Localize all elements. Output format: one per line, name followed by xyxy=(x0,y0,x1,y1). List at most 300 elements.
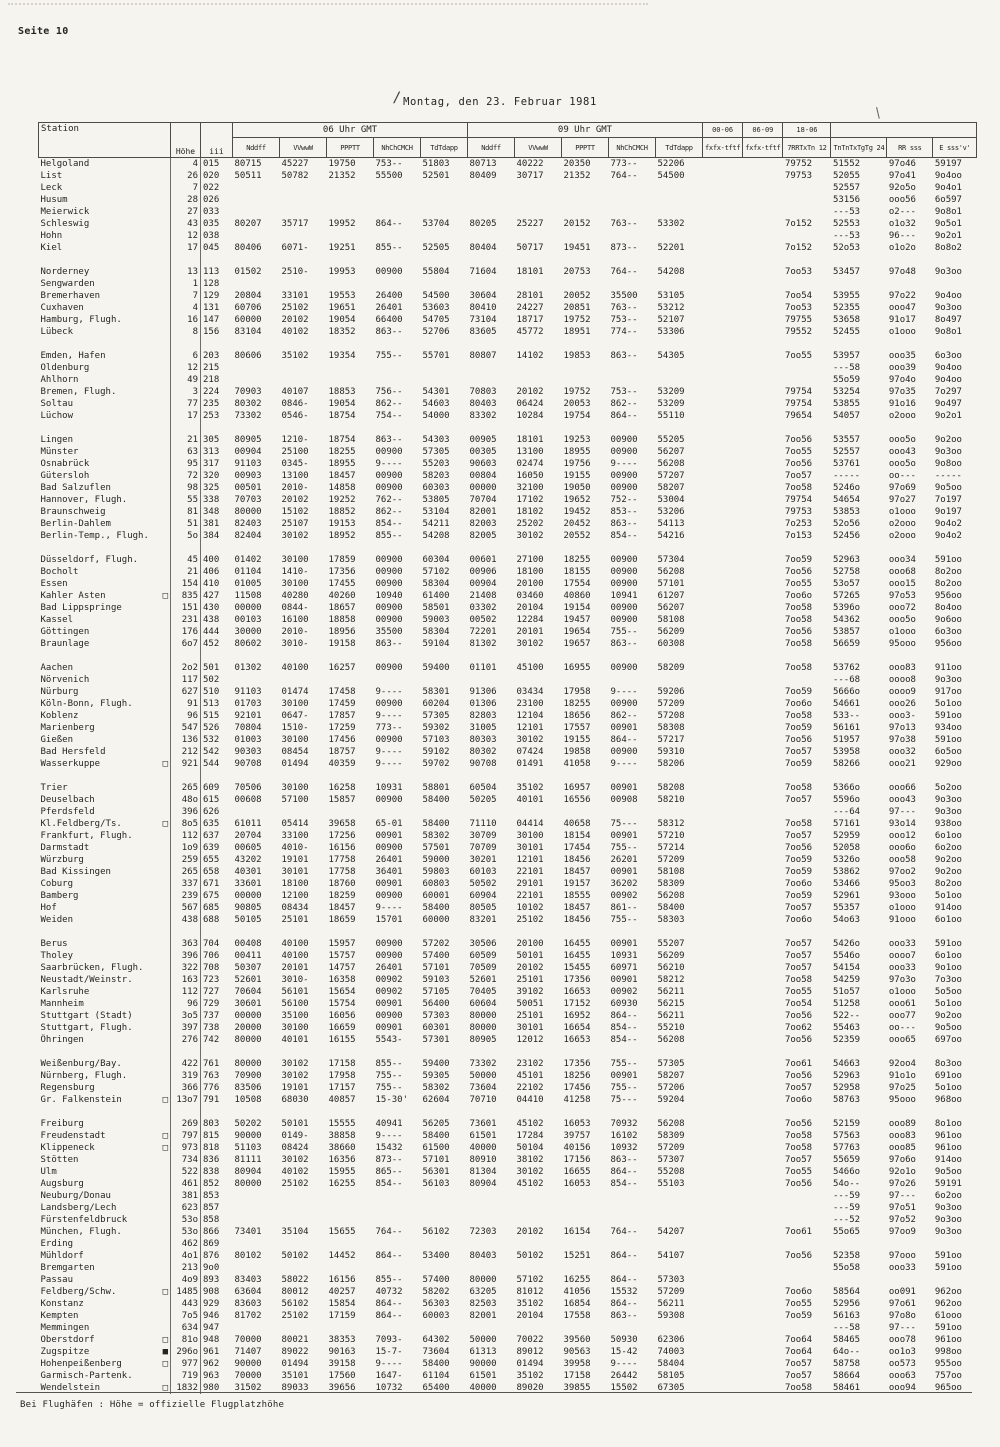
station-name: Hamburg, Flugh. xyxy=(40,315,122,325)
obs-09-0: 80205 xyxy=(469,219,497,229)
obs-09-1: 23102 xyxy=(516,1059,544,1069)
station-name: Mannheim xyxy=(40,999,84,1009)
summary-3: 591oo xyxy=(934,1323,962,1333)
station-row xyxy=(39,866,977,878)
obs-06-3: 00902 xyxy=(375,987,403,997)
gust-00-06 xyxy=(703,290,743,302)
station-row xyxy=(39,1094,977,1106)
summary-0 xyxy=(783,278,831,290)
obs-06-2: 19252 xyxy=(328,495,356,505)
station-name: Neustadt/Weinstr. xyxy=(40,975,133,985)
obs-09-3: 00908 xyxy=(610,795,638,805)
summary-1: 52963 xyxy=(832,1071,861,1081)
summary-3: 9o497 xyxy=(934,399,962,409)
summary-0 xyxy=(783,1262,831,1274)
obs-09-1: 38102 xyxy=(516,1155,544,1165)
obs-09-0: 70405 xyxy=(469,987,497,997)
gust-06-09 xyxy=(743,482,783,494)
obs-09-4 xyxy=(656,1190,703,1202)
summary-0: 7oo54 xyxy=(784,999,813,1009)
obs-06-0: 81111 xyxy=(234,1155,262,1165)
obs-09-0: 40000 xyxy=(469,1143,497,1153)
col-09-clouds: NhChCMCH xyxy=(609,138,656,158)
station-row xyxy=(39,350,977,362)
obs-09-3 xyxy=(609,374,656,386)
station-name: Kempten xyxy=(40,1311,79,1321)
obs-06-2 xyxy=(327,1322,374,1334)
gust-06-09 xyxy=(743,890,783,902)
obs-06-1 xyxy=(280,674,327,686)
obs-06-2: 90163 xyxy=(328,1347,356,1357)
gust-00-06 xyxy=(703,410,743,422)
station-marker xyxy=(157,1190,171,1202)
summary-2: 97o22 xyxy=(888,291,916,301)
summary-2: ooo58 xyxy=(888,855,916,865)
obs-09-3: 00900 xyxy=(610,447,638,457)
obs-09-2: 40860 xyxy=(563,591,591,601)
summary-3: 61ooo xyxy=(934,1311,962,1321)
obs-06-3: 9---- xyxy=(375,459,403,469)
footnote: Bei Flughäfen : Höhe = offizielle Flugplatzhöhe xyxy=(20,1400,285,1410)
obs-09-1: 24227 xyxy=(516,303,544,313)
obs-09-2: 18457 xyxy=(563,903,591,913)
obs-09-0: 00804 xyxy=(469,471,497,481)
obs-06-4 xyxy=(421,1322,468,1334)
station-number: 348 xyxy=(203,507,220,517)
summary-1: 54654 xyxy=(832,495,861,505)
obs-06-0 xyxy=(233,1190,280,1202)
obs-06-4: 57305 xyxy=(422,447,450,457)
obs-06-3: 764-- xyxy=(375,1227,403,1237)
hoehe-value: 6o7 xyxy=(171,638,201,650)
obs-09-3: 00900 xyxy=(610,699,638,709)
obs-09-0: 90708 xyxy=(469,759,497,769)
obs-06-1: 50782 xyxy=(281,171,309,181)
obs-06-0: 71407 xyxy=(234,1347,262,1357)
summary-2: o1ooo xyxy=(888,627,916,637)
obs-06-1: 20101 xyxy=(281,963,309,973)
summary-0 xyxy=(783,194,831,206)
obs-09-2: 19752 xyxy=(563,315,591,325)
obs-06-3: 873-- xyxy=(375,1155,403,1165)
station-marker xyxy=(157,362,171,374)
station-number: 045 xyxy=(203,243,220,253)
obs-06-0: 80606 xyxy=(234,351,262,361)
separator-cell xyxy=(201,1106,977,1118)
obs-09-0: 80000 xyxy=(469,1275,497,1285)
summary-2: o1ooo xyxy=(888,987,916,997)
obs-06-4: 61104 xyxy=(422,1371,450,1381)
summary-0: 7oo56 xyxy=(784,627,813,637)
station-name: Bamberg xyxy=(40,891,79,901)
obs-06-3: 15-30' xyxy=(375,1095,409,1105)
summary-0 xyxy=(783,1238,831,1250)
obs-09-3: 75--- xyxy=(610,1095,638,1105)
summary-2: 97--- xyxy=(888,1191,916,1201)
hoehe-value: 53o xyxy=(171,1226,201,1238)
obs-09-1: 30102 xyxy=(516,531,544,541)
hoehe-value: 363 xyxy=(171,938,201,950)
summary-1: 54o-- xyxy=(832,1179,861,1189)
obs-06-2: 17859 xyxy=(328,555,356,565)
obs-09-2: 17454 xyxy=(563,843,591,853)
summary-0: 7oo56 xyxy=(784,1179,813,1189)
station-name: Memmingen xyxy=(40,1323,90,1333)
obs-06-2: 18259 xyxy=(328,891,356,901)
obs-06-3: 5543- xyxy=(375,1035,403,1045)
station-marker: □ xyxy=(157,1130,171,1142)
summary-3: 6o5oo xyxy=(934,747,962,757)
obs-09-1 xyxy=(515,1238,562,1250)
summary-2: o2ooo xyxy=(888,411,916,421)
hoehe-value: 95 xyxy=(171,458,201,470)
obs-09-0: 40000 xyxy=(469,1383,497,1393)
obs-06-4: 55701 xyxy=(422,351,450,361)
summary-2: 93ooo xyxy=(888,891,916,901)
obs-09-0: 82001 xyxy=(469,507,497,517)
gust-00-06 xyxy=(703,1058,743,1070)
station-name: Kassel xyxy=(40,615,74,625)
obs-06-2: 40359 xyxy=(328,759,356,769)
summary-3: 9o4o2 xyxy=(934,519,962,529)
station-row xyxy=(39,602,977,614)
summary-1: 52956 xyxy=(832,1299,861,1309)
obs-09-4: 56208 xyxy=(657,567,685,577)
obs-09-3: 854-- xyxy=(610,531,638,541)
obs-06-0: 00904 xyxy=(234,447,262,457)
summary-2: 97o53 xyxy=(888,591,916,601)
obs-09-2 xyxy=(562,374,609,386)
separator-cell xyxy=(201,1046,977,1058)
obs-09-1: 18101 xyxy=(516,435,544,445)
station-number: 438 xyxy=(203,615,220,625)
obs-06-0: 01703 xyxy=(234,699,262,709)
obs-09-2: 20552 xyxy=(563,531,591,541)
obs-09-4: 56209 xyxy=(657,951,685,961)
gust-06-09 xyxy=(743,710,783,722)
obs-06-0: 20704 xyxy=(234,831,262,841)
obs-06-2: 18760 xyxy=(328,879,356,889)
station-marker xyxy=(157,518,171,530)
gust-00-06 xyxy=(703,686,743,698)
obs-06-0: 70903 xyxy=(234,387,262,397)
obs-06-3: 864-- xyxy=(375,219,403,229)
obs-09-2 xyxy=(562,1322,609,1334)
obs-09-4 xyxy=(656,278,703,290)
gust-06-09 xyxy=(743,458,783,470)
gust-00-06 xyxy=(703,1334,743,1346)
summary-2: ooo33 xyxy=(888,963,916,973)
station-marker xyxy=(157,218,171,230)
station-row xyxy=(39,278,977,290)
obs-09-4: 61207 xyxy=(657,591,685,601)
obs-09-1: 17102 xyxy=(516,495,544,505)
obs-06-3: 854-- xyxy=(375,1179,403,1189)
gust-06-09 xyxy=(743,1334,783,1346)
station-number: 129 xyxy=(203,291,220,301)
station-row xyxy=(39,614,977,626)
station-marker xyxy=(157,1070,171,1082)
obs-06-0: 90708 xyxy=(234,759,262,769)
obs-06-3: 864-- xyxy=(375,1299,403,1309)
obs-06-4: 57303 xyxy=(422,1011,450,1021)
obs-06-1: 1410- xyxy=(281,567,309,577)
obs-06-1: 40102 xyxy=(281,327,309,337)
obs-09-0: 73601 xyxy=(469,1119,497,1129)
station-name: Hohn xyxy=(40,231,63,241)
obs-09-2: 17356 xyxy=(563,975,591,985)
summary-3: 757oo xyxy=(934,1371,962,1381)
station-name: München, Flugh. xyxy=(40,1227,122,1237)
obs-09-4: 58108 xyxy=(657,867,685,877)
obs-06-4: 55203 xyxy=(422,459,450,469)
station-name: Norderney xyxy=(40,267,90,277)
gust-00-06 xyxy=(703,854,743,866)
obs-09-4: 57210 xyxy=(657,831,685,841)
hoehe-value: 49 xyxy=(171,374,201,386)
obs-09-2: 17152 xyxy=(563,999,591,1009)
station-row xyxy=(39,158,977,171)
station-name: Neuburg/Donau xyxy=(40,1191,111,1201)
col-rr-sss: RR sss xyxy=(887,138,933,158)
station-number: 803 xyxy=(203,1119,220,1129)
obs-06-2: 17159 xyxy=(328,1311,356,1321)
summary-1: 57265 xyxy=(832,591,861,601)
separator-cell xyxy=(171,338,201,350)
station-number: 513 xyxy=(203,699,220,709)
station-row xyxy=(39,410,977,422)
station-marker xyxy=(157,230,171,242)
obs-09-0: 50000 xyxy=(469,1335,497,1345)
obs-09-1: 30101 xyxy=(516,843,544,853)
gust-00-06 xyxy=(703,710,743,722)
summary-1: 52456 xyxy=(832,531,861,541)
summary-1: ---59 xyxy=(832,1191,861,1201)
station-name: Wasserkuppe xyxy=(40,759,101,769)
station-number: 706 xyxy=(203,951,220,961)
obs-09-1: 70022 xyxy=(516,1335,544,1345)
station-row xyxy=(39,1022,977,1034)
obs-09-0: 80000 xyxy=(469,1023,497,1033)
obs-09-0: 80904 xyxy=(469,1179,497,1189)
summary-2: 97o38 xyxy=(888,735,916,745)
summary-3: 9o3oo xyxy=(934,807,962,817)
obs-06-3: 762-- xyxy=(375,495,403,505)
hoehe-value: 28 xyxy=(171,194,201,206)
summary-2: ooo33 xyxy=(888,939,916,949)
obs-09-4: 58404 xyxy=(657,1359,685,1369)
gust-06-09 xyxy=(743,758,783,770)
obs-09-3: 00900 xyxy=(610,579,638,589)
summary-1: 55463 xyxy=(832,1023,861,1033)
station-marker xyxy=(157,686,171,698)
station-name: Ahlhorn xyxy=(40,375,79,385)
station-name: Essen xyxy=(40,579,68,589)
summary-2: 97--- xyxy=(888,807,916,817)
station-name: Kahler Asten xyxy=(40,591,106,601)
summary-2: 91o1o xyxy=(888,1071,916,1081)
date-heading: Montag, den 23. Februar 1981 xyxy=(403,96,597,108)
summary-0: 7oo59 xyxy=(784,555,813,565)
station-marker xyxy=(157,746,171,758)
gust-00-06 xyxy=(703,218,743,230)
summary-2: ooo43 xyxy=(888,795,916,805)
obs-06-2: 16257 xyxy=(328,663,356,673)
hoehe-value: 734 xyxy=(171,1154,201,1166)
obs-09-2 xyxy=(562,1202,609,1214)
gust-06-09 xyxy=(743,1286,783,1298)
station-name: Frankfurt, Flugh. xyxy=(40,831,133,841)
summary-1: 54o63 xyxy=(832,915,861,925)
station-marker xyxy=(157,962,171,974)
obs-09-1: 18717 xyxy=(516,315,544,325)
station-number: 980 xyxy=(203,1383,220,1393)
station-number: 962 xyxy=(203,1359,220,1369)
separator-cell xyxy=(39,422,157,434)
gust-06-09 xyxy=(743,1154,783,1166)
summary-0: 7oo6o xyxy=(784,879,813,889)
obs-09-1 xyxy=(515,374,562,386)
obs-06-1 xyxy=(280,1190,327,1202)
obs-09-4: 52107 xyxy=(657,315,685,325)
gust-00-06 xyxy=(703,350,743,362)
obs-09-1: 45100 xyxy=(516,663,544,673)
hoehe-value: 96 xyxy=(171,998,201,1010)
summary-0: 7oo58 xyxy=(784,1143,813,1153)
obs-06-1: 12100 xyxy=(281,891,309,901)
separator-cell xyxy=(39,254,157,266)
obs-09-3: 70932 xyxy=(610,1119,638,1129)
obs-09-3: 752-- xyxy=(610,495,638,505)
station-row xyxy=(39,998,977,1010)
obs-06-3: 55500 xyxy=(375,171,403,181)
obs-06-0: 83104 xyxy=(234,327,262,337)
summary-2: ooo15 xyxy=(888,579,916,589)
hoehe-value: 5o xyxy=(171,530,201,542)
obs-09-1: 20101 xyxy=(516,627,544,637)
obs-06-3 xyxy=(374,1202,421,1214)
obs-06-4: 53704 xyxy=(422,219,450,229)
station-number: 857 xyxy=(203,1203,220,1213)
summary-0: 7oo64 xyxy=(784,1335,813,1345)
summary-0: 7oo57 xyxy=(784,1359,813,1369)
hoehe-value: 51 xyxy=(171,518,201,530)
obs-09-2: 41058 xyxy=(563,759,591,769)
obs-06-3: 9---- xyxy=(375,903,403,913)
summary-1: 52355 xyxy=(832,303,861,313)
hoehe-value: 26 xyxy=(171,170,201,182)
station-marker xyxy=(157,914,171,926)
obs-06-3 xyxy=(374,1322,421,1334)
obs-09-3: 00901 xyxy=(610,867,638,877)
obs-09-2 xyxy=(562,362,609,374)
obs-06-4: 57202 xyxy=(422,939,450,949)
obs-06-3: 26401 xyxy=(375,303,403,313)
obs-09-4: 56208 xyxy=(657,459,685,469)
gust-06-09 xyxy=(743,1142,783,1154)
obs-09-3: 764-- xyxy=(610,171,638,181)
station-row xyxy=(39,1346,977,1358)
obs-06-0: 30000 xyxy=(234,627,262,637)
obs-06-3 xyxy=(374,806,421,818)
summary-1: 52959 xyxy=(832,831,861,841)
obs-09-4 xyxy=(656,1214,703,1226)
obs-06-4: 60303 xyxy=(422,483,450,493)
gust-06-09 xyxy=(743,950,783,962)
summary-0: 7oo56 xyxy=(784,1011,813,1021)
summary-1: 53466 xyxy=(832,879,861,889)
col-06-ppptt: PPPTT xyxy=(327,138,374,158)
hoehe-value: 4 xyxy=(171,158,201,171)
gust-00-06 xyxy=(703,878,743,890)
obs-06-3: 755-- xyxy=(375,1083,403,1093)
obs-09-4: 62306 xyxy=(657,1335,685,1345)
obs-06-0: 70506 xyxy=(234,783,262,793)
obs-09-0: 70509 xyxy=(469,963,497,973)
gust-06-09 xyxy=(743,362,783,374)
obs-06-1 xyxy=(280,1214,327,1226)
station-row xyxy=(39,854,977,866)
obs-09-4: 56208 xyxy=(657,1035,685,1045)
obs-09-0: 90000 xyxy=(469,1359,497,1369)
obs-06-0: 80000 xyxy=(234,507,262,517)
gust-06-09 xyxy=(743,614,783,626)
station-name: Ulm xyxy=(40,1167,57,1177)
obs-06-1: 19101 xyxy=(281,855,309,865)
obs-06-0: 01003 xyxy=(234,735,262,745)
obs-09-0: 60904 xyxy=(469,891,497,901)
summary-3: 591oo xyxy=(934,1263,962,1273)
station-marker: □ xyxy=(157,818,171,830)
obs-09-0: 01101 xyxy=(469,663,497,673)
gust-06-09 xyxy=(743,314,783,326)
obs-06-3: 862-- xyxy=(375,399,403,409)
summary-0: 79755 xyxy=(784,315,813,325)
station-marker xyxy=(157,302,171,314)
obs-09-1: 20102 xyxy=(516,963,544,973)
obs-06-4 xyxy=(421,1214,468,1226)
station-name: Lüchow xyxy=(40,411,74,421)
obs-06-4: 54603 xyxy=(422,399,450,409)
summary-3: 9o197 xyxy=(934,507,962,517)
summary-1: 52758 xyxy=(832,567,861,577)
summary-0: 7oo57 xyxy=(784,1371,813,1381)
gust-00-06 xyxy=(703,446,743,458)
gust-06-09 xyxy=(743,410,783,422)
obs-06-4: 59400 xyxy=(422,1059,450,1069)
obs-09-0: 80302 xyxy=(469,747,497,757)
obs-06-3: 00900 xyxy=(375,567,403,577)
obs-09-2 xyxy=(562,1190,609,1202)
bottom-rule xyxy=(16,1392,972,1393)
obs-09-1: 04414 xyxy=(516,819,544,829)
obs-09-4: 57209 xyxy=(657,1287,685,1297)
obs-09-3 xyxy=(609,1190,656,1202)
obs-06-1 xyxy=(280,806,327,818)
obs-09-0: 80905 xyxy=(469,1035,497,1045)
gust-06-09 xyxy=(743,914,783,926)
obs-09-1: 30102 xyxy=(516,1167,544,1177)
obs-09-4: 58309 xyxy=(657,879,685,889)
obs-06-0: 80905 xyxy=(234,435,262,445)
station-marker xyxy=(157,938,171,950)
col-09-ppptt: PPPTT xyxy=(562,138,609,158)
summary-3: 9o3oo xyxy=(934,267,962,277)
obs-09-1: 20100 xyxy=(516,939,544,949)
station-number: 704 xyxy=(203,939,220,949)
station-number: 727 xyxy=(203,987,220,997)
summary-3: 962oo xyxy=(934,1287,962,1297)
